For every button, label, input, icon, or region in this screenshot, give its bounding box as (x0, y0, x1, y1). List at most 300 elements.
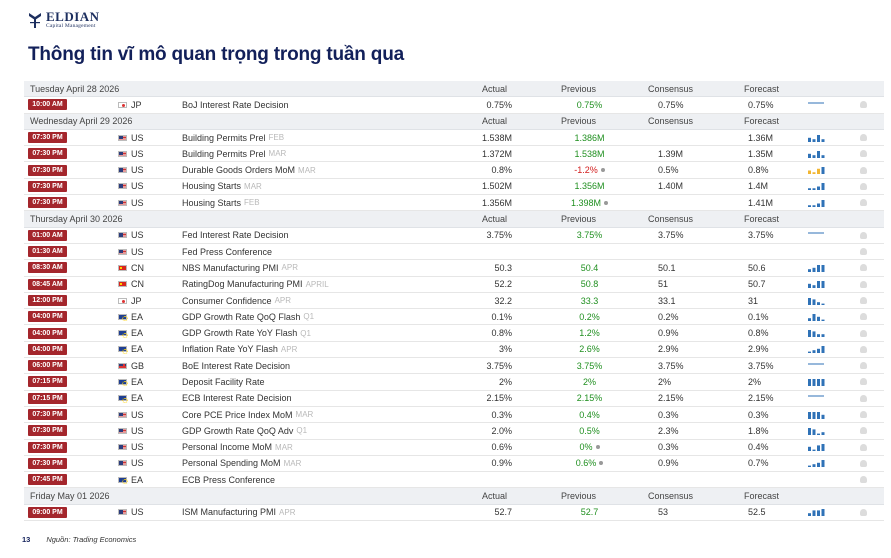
flag-cell (118, 472, 128, 487)
sparkline[interactable] (808, 423, 828, 438)
time-badge: 01:00 AM (28, 230, 67, 241)
alert-bell-cell[interactable] (860, 309, 870, 324)
previous-value: 0.5% (579, 425, 600, 436)
bell-icon[interactable] (860, 183, 867, 190)
time-badge: 07:30 PM (28, 409, 67, 420)
country-code: EA (131, 393, 144, 404)
logo-mark-icon (28, 11, 42, 29)
previous-cell (562, 130, 617, 145)
bell-icon[interactable] (860, 444, 867, 451)
bell-icon[interactable] (860, 248, 867, 255)
previous-cell (562, 342, 617, 357)
bell-icon[interactable] (860, 509, 867, 516)
previous-value: 33.3 (580, 295, 599, 306)
sparkline-chart (808, 166, 826, 174)
event-name[interactable]: Consumer Confidence (182, 295, 272, 306)
day-header-row (24, 211, 884, 227)
bell-icon[interactable] (860, 362, 867, 369)
event-name[interactable]: GDP Growth Rate YoY Flash (182, 328, 298, 339)
alert-bell-cell[interactable] (860, 407, 870, 422)
event-name[interactable]: ISM Manufacturing PMI (182, 507, 277, 518)
previous-cell (562, 358, 617, 373)
event-name[interactable]: Building Permits Prel (182, 148, 266, 159)
sparkline[interactable] (808, 130, 828, 145)
event-name[interactable]: Deposit Facility Rate (182, 376, 265, 387)
flag-gb-icon (118, 363, 127, 369)
sparkline[interactable] (808, 277, 828, 292)
event-name-cell[interactable] (182, 260, 298, 275)
column-header-consensus: Consensus (648, 116, 694, 127)
sparkline-bar (822, 303, 825, 304)
sparkline[interactable] (808, 440, 828, 455)
event-name[interactable]: BoE Interest Rate Decision (182, 360, 291, 371)
time-cell (28, 325, 67, 340)
alert-bell-cell[interactable] (860, 342, 870, 357)
event-row[interactable] (24, 456, 884, 472)
sparkline-bar (817, 317, 820, 321)
event-period: FEB (268, 133, 285, 143)
previous-value: 0.4% (579, 409, 600, 420)
logo-subtitle: Capital Management (46, 23, 96, 29)
flag-cell (118, 293, 128, 308)
bell-icon[interactable] (860, 199, 867, 206)
previous-value: 1.2% (579, 328, 600, 339)
actual-value: 3% (498, 344, 512, 355)
previous-value: 0.2% (579, 311, 600, 322)
bell-icon[interactable] (860, 101, 867, 108)
event-row[interactable] (24, 472, 884, 488)
event-name[interactable]: ECB Interest Rate Decision (182, 393, 292, 404)
consensus-value: 53 (658, 507, 669, 518)
flag-us-icon (118, 412, 127, 418)
bell-icon[interactable] (860, 264, 867, 271)
event-row[interactable] (24, 97, 884, 113)
previous-cell (562, 440, 617, 455)
sparkline-bar (813, 379, 816, 386)
alert-bell-cell[interactable] (860, 244, 870, 259)
event-name-cell[interactable] (182, 195, 260, 210)
event-row[interactable] (24, 228, 884, 244)
event-name[interactable]: Fed Interest Rate Decision (182, 230, 289, 241)
event-name-cell[interactable] (182, 244, 272, 259)
event-name-cell[interactable] (182, 146, 286, 161)
previous-value: 0.75% (576, 99, 603, 110)
event-row[interactable] (24, 374, 884, 390)
country-code: GB (131, 360, 145, 371)
event-name-cell[interactable] (182, 423, 307, 438)
event-row[interactable] (24, 260, 884, 276)
alert-bell-cell[interactable] (860, 472, 870, 487)
previous-value: 2.15% (576, 393, 603, 404)
bell-icon[interactable] (860, 460, 867, 467)
sparkline-bar (817, 169, 820, 174)
column-header-consensus: Consensus (648, 214, 694, 225)
flag-us-icon (118, 444, 127, 450)
previous-cell (562, 195, 617, 210)
alert-bell-cell[interactable] (860, 423, 870, 438)
flag-us-icon (118, 232, 127, 238)
event-name[interactable]: Housing Starts (182, 197, 242, 208)
flag-cell (118, 309, 128, 324)
bell-icon[interactable] (860, 378, 867, 385)
event-name[interactable]: GDP Growth Rate QoQ Adv (182, 425, 294, 436)
flag-us-icon (118, 428, 127, 434)
event-row[interactable] (24, 146, 884, 162)
previous-value: 3.75% (576, 360, 603, 371)
country-code: US (131, 409, 144, 420)
time-cell (28, 195, 67, 210)
actual-value: 2.15% (486, 393, 512, 404)
previous-value: 2.6% (579, 344, 600, 355)
event-name[interactable]: NBS Manufacturing PMI (182, 262, 279, 273)
actual-value: 0.9% (491, 458, 512, 469)
sparkline-bar (813, 172, 816, 174)
event-row[interactable] (24, 407, 884, 423)
sparkline[interactable] (808, 228, 828, 243)
sparkline-bar (822, 167, 825, 174)
country-code: US (131, 165, 144, 176)
flag-ea-icon (118, 346, 127, 352)
sparkline[interactable] (808, 97, 828, 112)
event-period: APRIL (305, 279, 329, 289)
event-name[interactable]: ECB Press Conference (182, 474, 276, 485)
event-row[interactable] (24, 179, 884, 195)
country-code: US (131, 197, 144, 208)
event-row[interactable] (24, 358, 884, 374)
event-name-cell[interactable] (182, 309, 314, 324)
forecast-value: 1.4M (748, 181, 769, 192)
column-header-forecast: Forecast (744, 83, 780, 94)
sparkline-chart (808, 508, 826, 516)
time-cell (28, 97, 67, 112)
time-cell (28, 277, 67, 292)
actual-value: 3.75% (486, 360, 512, 371)
sparkline-bar (822, 509, 825, 516)
event-name-cell[interactable] (182, 325, 311, 340)
alert-bell-cell[interactable] (860, 179, 870, 194)
previous-value: 1.538M (574, 148, 605, 159)
event-name-cell[interactable] (182, 407, 313, 422)
time-cell (28, 244, 67, 259)
sparkline-bar (808, 284, 811, 288)
sparkline-bar (808, 189, 811, 191)
bell-icon[interactable] (860, 346, 867, 353)
sparkline-bar (808, 318, 811, 321)
event-row[interactable] (24, 309, 884, 325)
event-name[interactable]: Fed Press Conference (182, 246, 273, 257)
alert-bell-cell[interactable] (860, 440, 870, 455)
sparkline[interactable] (808, 342, 828, 357)
bell-icon[interactable] (860, 167, 867, 174)
time-badge: 08:30 AM (28, 262, 67, 273)
event-name-cell[interactable] (182, 358, 290, 373)
time-cell (28, 505, 67, 520)
sparkline[interactable] (808, 505, 828, 520)
time-badge: 07:30 PM (28, 197, 67, 208)
column-header-consensus: Consensus (648, 491, 694, 502)
forecast-value: 0.1% (748, 311, 769, 322)
flag-cell (118, 228, 128, 243)
forecast-value: 0.75% (748, 99, 774, 110)
consensus-value: 3.75% (658, 360, 684, 371)
column-header-consensus: Consensus (648, 83, 694, 94)
bell-icon[interactable] (860, 427, 867, 434)
actual-value: 0.6% (491, 442, 512, 453)
previous-value: 2% (582, 376, 596, 387)
flag-ea-icon (118, 330, 127, 336)
alert-bell-cell[interactable] (860, 505, 870, 520)
time-badge: 12:00 PM (28, 295, 67, 306)
sparkline[interactable] (808, 260, 828, 275)
event-name-cell[interactable] (182, 456, 301, 471)
event-name[interactable]: Personal Income MoM (182, 442, 273, 453)
actual-value: 50.3 (494, 262, 512, 273)
sparkline-bar (813, 351, 816, 354)
event-row[interactable] (24, 277, 884, 293)
consensus-value: 1.39M (658, 148, 684, 159)
actual-value: 1.372M (481, 148, 512, 159)
event-name[interactable]: Housing Starts (182, 181, 242, 192)
event-row[interactable] (24, 130, 884, 146)
alert-bell-cell[interactable] (860, 162, 870, 177)
sparkline-bar (813, 139, 816, 142)
sparkline[interactable] (808, 146, 828, 161)
sparkline[interactable] (808, 472, 828, 487)
logo-name: ELDIAN (46, 9, 100, 24)
event-name[interactable]: BoJ Interest Rate Decision (182, 99, 289, 110)
alert-bell-cell[interactable] (860, 130, 870, 145)
event-name-cell[interactable] (182, 162, 316, 177)
sparkline-chart (808, 101, 826, 109)
flag-cn-icon (118, 265, 127, 271)
event-name-cell[interactable] (182, 440, 293, 455)
event-row[interactable] (24, 162, 884, 178)
sparkline-bar (808, 379, 811, 386)
column-header-previous: Previous (561, 116, 597, 127)
forecast-value: 0.3% (748, 409, 769, 420)
sparkline-chart (808, 280, 826, 288)
forecast-value: 1.36M (748, 132, 774, 143)
consensus-value: 0.9% (658, 458, 679, 469)
sparkline-bar (817, 334, 820, 337)
sparkline-bar (817, 203, 820, 207)
bell-icon[interactable] (860, 281, 867, 288)
sparkline-bar (822, 346, 825, 353)
event-period: APR (281, 263, 298, 273)
flag-cell (118, 374, 128, 389)
event-name-cell[interactable] (182, 505, 296, 520)
event-name-cell[interactable] (182, 391, 292, 406)
actual-value: 0.3% (491, 409, 512, 420)
sparkline[interactable] (808, 309, 828, 324)
alert-bell-cell[interactable] (860, 146, 870, 161)
event-row[interactable] (24, 391, 884, 407)
sparkline-chart (808, 427, 826, 435)
time-cell (28, 342, 67, 357)
consensus-value: 33.1 (658, 295, 676, 306)
sparkline-chart (808, 378, 826, 386)
event-name[interactable]: Core PCE Price Index MoM (182, 409, 293, 420)
sparkline-bar (813, 268, 816, 272)
sparkline[interactable] (808, 325, 828, 340)
time-cell (28, 228, 67, 243)
column-header-forecast: Forecast (744, 491, 780, 502)
actual-value: 2% (498, 376, 512, 387)
previous-cell (562, 423, 617, 438)
column-header-actual: Actual (482, 491, 508, 502)
event-name[interactable]: RatingDog Manufacturing PMI (182, 279, 303, 290)
alert-bell-cell[interactable] (860, 277, 870, 292)
sparkline-bar (808, 412, 811, 419)
bell-icon[interactable] (860, 297, 867, 304)
sparkline-bar (822, 265, 825, 272)
time-badge: 07:30 PM (28, 132, 67, 143)
actual-value: 52.7 (494, 507, 512, 518)
time-badge: 07:15 PM (28, 376, 67, 387)
event-row[interactable] (24, 293, 884, 309)
alert-bell-cell[interactable] (860, 97, 870, 112)
event-name-cell[interactable] (182, 97, 289, 112)
event-period: MAR (268, 149, 287, 159)
sparkline[interactable] (808, 162, 828, 177)
sparkline[interactable] (808, 293, 828, 308)
country-code: US (131, 458, 144, 469)
alert-bell-cell[interactable] (860, 228, 870, 243)
time-badge: 08:45 AM (28, 279, 67, 290)
sparkline[interactable] (808, 244, 828, 259)
event-name-cell[interactable] (182, 130, 284, 145)
sparkline[interactable] (808, 195, 828, 210)
country-code: US (131, 425, 144, 436)
flag-jp-icon (118, 298, 127, 304)
event-period: MAR (298, 165, 316, 175)
alert-bell-cell[interactable] (860, 358, 870, 373)
event-name-cell[interactable] (182, 472, 275, 487)
event-name-cell[interactable] (182, 179, 262, 194)
flag-cell (118, 244, 128, 259)
event-row[interactable] (24, 423, 884, 439)
sparkline-bar (808, 154, 811, 158)
column-header-forecast: Forecast (744, 214, 780, 225)
event-row[interactable] (24, 440, 884, 456)
bell-icon[interactable] (860, 330, 867, 337)
alert-bell-cell[interactable] (860, 456, 870, 471)
event-row[interactable] (24, 505, 884, 521)
day-header-row (24, 81, 884, 97)
time-badge: 07:30 PM (28, 181, 67, 192)
flag-cell (118, 97, 128, 112)
event-row[interactable] (24, 325, 884, 341)
sparkline[interactable] (808, 407, 828, 422)
event-row[interactable] (24, 342, 884, 358)
sparkline-bar (813, 331, 816, 337)
previous-cell (562, 505, 617, 520)
event-name[interactable]: Building Permits Prel (182, 132, 266, 143)
bell-icon[interactable] (860, 476, 867, 483)
event-period: Q1 (300, 328, 311, 338)
previous-cell (562, 309, 617, 324)
bell-icon[interactable] (860, 150, 867, 157)
sparkline[interactable] (808, 179, 828, 194)
event-period: Q1 (296, 426, 308, 436)
column-header-actual: Actual (482, 83, 508, 94)
time-cell (28, 179, 67, 194)
flag-us-icon (118, 183, 127, 189)
alert-bell-cell[interactable] (860, 260, 870, 275)
flag-cell (118, 391, 128, 406)
forecast-value: 1.8% (748, 425, 769, 436)
forecast-value: 0.8% (748, 165, 769, 176)
bell-icon[interactable] (860, 134, 867, 141)
bell-icon[interactable] (860, 313, 867, 320)
sparkline[interactable] (808, 358, 828, 373)
event-period: APR (280, 344, 298, 354)
actual-value: 1.538M (481, 132, 512, 143)
event-name[interactable]: Personal Spending MoM (182, 458, 281, 469)
sparkline-bar (817, 135, 820, 142)
event-name[interactable]: Inflation Rate YoY Flash (182, 344, 278, 355)
sparkline-chart (808, 313, 826, 321)
flag-us-icon (118, 249, 127, 255)
event-name[interactable]: GDP Growth Rate QoQ Flash (182, 311, 301, 322)
sparkline-bar (817, 412, 820, 419)
alert-bell-cell[interactable] (860, 374, 870, 389)
sparkline[interactable] (808, 374, 828, 389)
event-name-cell[interactable] (182, 228, 289, 243)
alert-bell-cell[interactable] (860, 195, 870, 210)
previous-value: 1.386M (574, 132, 605, 143)
previous-cell (562, 325, 617, 340)
sparkline[interactable] (808, 456, 828, 471)
sparkline[interactable] (808, 391, 828, 406)
time-badge: 04:00 PM (28, 328, 67, 339)
event-row[interactable] (24, 195, 884, 211)
sparkline-bar (817, 379, 820, 386)
previous-cell (562, 277, 617, 292)
sparkline-bar (808, 298, 811, 305)
country-code: EA (131, 328, 144, 339)
actual-value: 1.502M (481, 181, 512, 192)
sparkline-bar (808, 205, 811, 207)
logo (28, 10, 100, 30)
country-code: US (131, 148, 144, 159)
bell-icon[interactable] (860, 411, 867, 418)
sparkline-bar (808, 269, 811, 272)
sparkline-bar (822, 432, 825, 435)
previous-cell (562, 456, 617, 471)
flag-cell (118, 195, 128, 210)
alert-bell-cell[interactable] (860, 325, 870, 340)
consensus-value: 0.75% (658, 99, 684, 110)
actual-value: 0.75% (486, 99, 512, 110)
alert-bell-cell[interactable] (860, 293, 870, 308)
event-row[interactable] (24, 244, 884, 260)
event-name-cell[interactable] (182, 374, 265, 389)
time-cell (28, 423, 67, 438)
event-name-cell[interactable] (182, 293, 291, 308)
sparkline-bar (817, 151, 820, 158)
sparkline-chart (808, 362, 826, 370)
event-name-cell[interactable] (182, 342, 297, 357)
alert-bell-cell[interactable] (860, 391, 870, 406)
bell-icon[interactable] (860, 395, 867, 402)
event-name[interactable]: Durable Goods Orders MoM (182, 165, 296, 176)
country-code: US (131, 230, 144, 241)
event-name-cell[interactable] (182, 277, 329, 292)
bell-icon[interactable] (860, 232, 867, 239)
time-cell (28, 293, 67, 308)
sparkline-bar (813, 450, 816, 451)
